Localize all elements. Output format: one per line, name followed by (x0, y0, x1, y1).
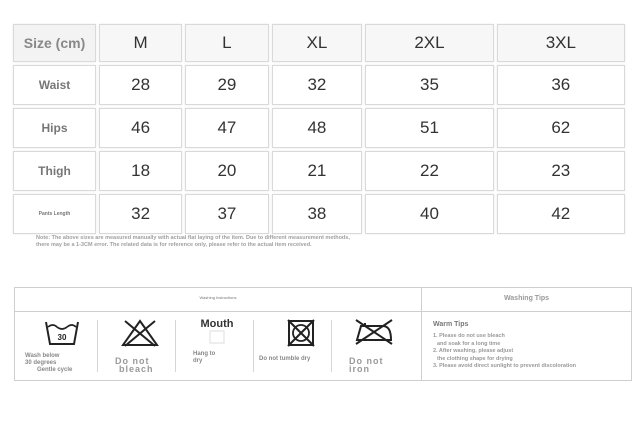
table-cell: 62 (497, 108, 625, 148)
no-iron-caption-2: iron (349, 364, 370, 374)
no-tumble-dry-symbol (259, 318, 325, 363)
no-tumble-dry-icon (286, 318, 316, 348)
divider (175, 320, 176, 372)
table-cell: 29 (185, 65, 268, 105)
table-cell: 35 (365, 65, 493, 105)
tip-line: and soak for a long time (437, 340, 501, 347)
table-cell: 47 (185, 108, 268, 148)
no-bleach-caption-1: Do not (115, 356, 150, 366)
washing-instructions-panel (14, 287, 422, 381)
size-table (10, 21, 628, 237)
no-bleach-symbol (115, 318, 165, 373)
tip-line: 3. Please avoid direct sunlight to prevent discoloration (433, 363, 577, 369)
row-label-hips: Hips (13, 108, 96, 148)
hang-dry-caption-2: dry (193, 358, 203, 364)
wash-caption-1: Wash below (25, 353, 60, 359)
size-table-header (13, 24, 625, 62)
note-line-2: there may be a 1-3CM error. The related data is for reference only, please refer to the actual item received. (36, 242, 312, 248)
table-cell: 42 (497, 194, 625, 234)
note-line-1: Note: The above sizes are measured manually with actual flat laying of the item. Due to different measurement methods, (36, 235, 350, 241)
size-header-cell: Size (cm) (13, 24, 96, 62)
size-header-2xl: 2XL (365, 24, 493, 62)
table-cell: 40 (365, 194, 493, 234)
table-cell: 21 (272, 151, 363, 191)
table-cell: 18 (99, 151, 182, 191)
size-header-l: L (185, 24, 268, 62)
tip-line: 1. Please do not use bleach (433, 333, 505, 339)
table-row (13, 108, 625, 148)
table-row (13, 151, 625, 191)
table-cell: 37 (185, 194, 268, 234)
hang-dry-icon (207, 330, 227, 344)
table-cell: 36 (497, 65, 625, 105)
washing-tips-panel (422, 287, 632, 381)
wash-caption-2: 30 degrees (25, 360, 57, 366)
table-row (13, 65, 625, 105)
table-cell: 32 (272, 65, 363, 105)
no-iron-caption-1: Do not (349, 356, 384, 366)
tip-line: the clothing shape for drying (437, 355, 513, 362)
size-header-3xl: 3XL (497, 24, 625, 62)
no-iron-symbol (349, 318, 399, 373)
size-header-xl: XL (272, 24, 363, 62)
table-cell: 32 (99, 194, 182, 234)
row-label-thigh: Thigh (13, 151, 96, 191)
wash-temp-label: 30 (57, 333, 67, 342)
wash-30-icon (44, 318, 80, 346)
table-cell: 51 (365, 108, 493, 148)
divider (97, 320, 98, 372)
table-cell: 48 (272, 108, 363, 148)
washing-instructions-title: Washing Instructions (15, 288, 421, 312)
table-row (13, 194, 625, 234)
table-cell: 20 (185, 151, 268, 191)
size-header-m: M (99, 24, 182, 62)
measurement-note (36, 235, 456, 249)
row-label-pants-length: Pants Length (13, 194, 96, 234)
warm-tips-title: Warm Tips (433, 321, 469, 328)
table-cell: 38 (272, 194, 363, 234)
washing-tips-title: Washing Tips (422, 288, 631, 312)
divider (253, 320, 254, 372)
wash-caption-3: Gentle cycle (37, 367, 73, 373)
no-tumble-dry-caption: Do not tumble dry (259, 356, 311, 362)
table-cell: 46 (99, 108, 182, 148)
wash-symbol (25, 318, 85, 374)
tip-line: 2. After washing, please adjust (433, 348, 514, 354)
divider (331, 320, 332, 372)
no-iron-icon (353, 318, 395, 346)
table-cell: 22 (365, 151, 493, 191)
no-bleach-caption-2: bleach (119, 364, 154, 374)
row-label-waist: Waist (13, 65, 96, 105)
hang-dry-caption-1: Hang to (193, 351, 216, 357)
table-cell: 28 (99, 65, 182, 105)
hang-dry-label: Mouth (200, 318, 234, 330)
no-bleach-icon (120, 318, 160, 348)
table-cell: 23 (497, 151, 625, 191)
hang-dry-symbol (193, 318, 241, 365)
